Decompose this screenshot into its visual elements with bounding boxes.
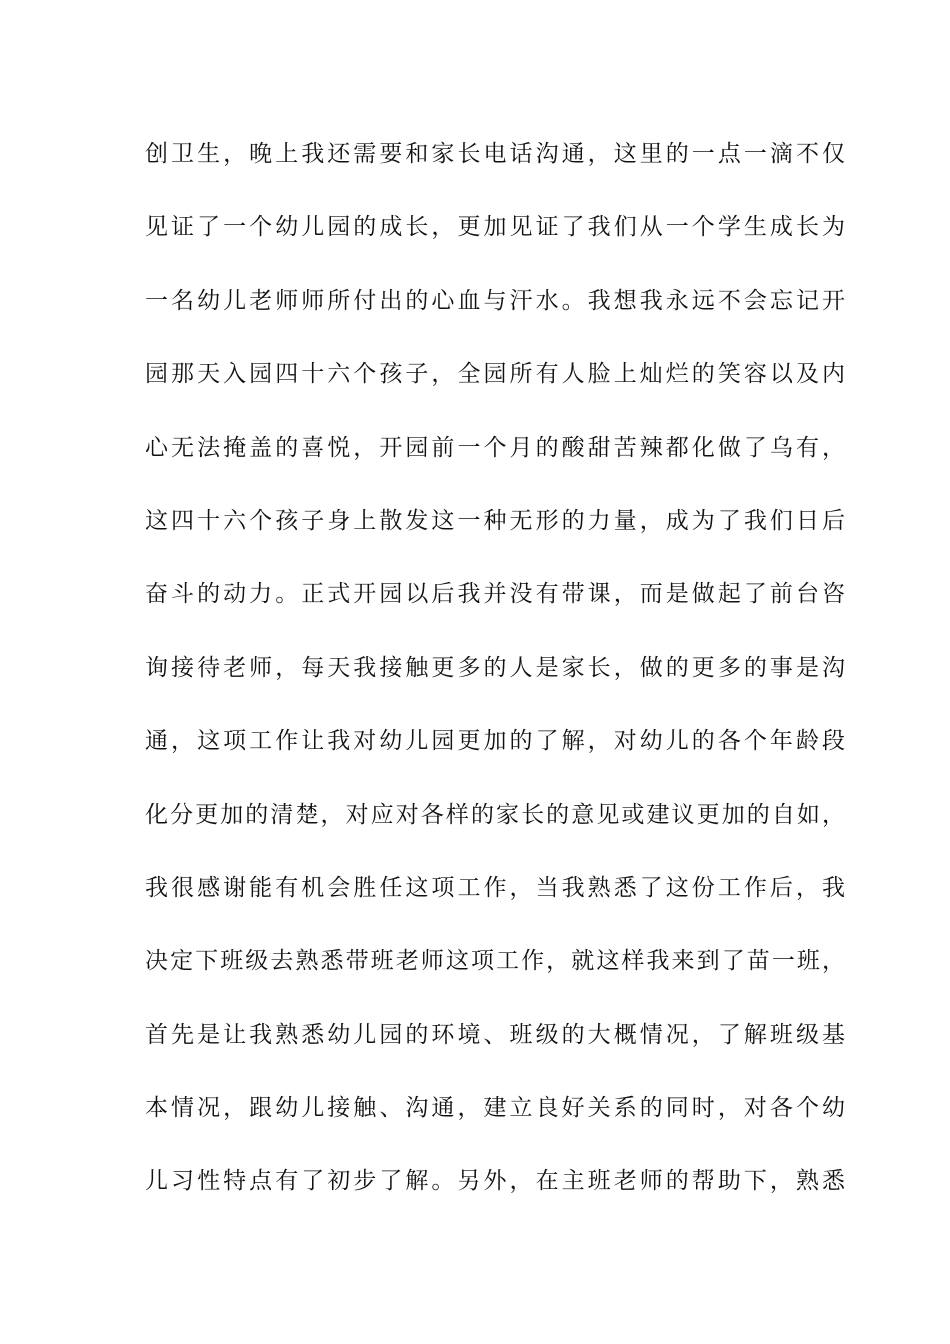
text-line: 询接待老师，每天我接触更多的人是家长，做的更多的事是沟 — [145, 654, 845, 681]
text-line: 创卫生，晚上我还需要和家长电话沟通，这里的一点一滴不仅 — [145, 141, 845, 167]
text-line: 通，这项工作让我对幼儿园更加的了解，对幼儿的各个年龄段 — [145, 728, 845, 755]
text-line: 心无法掩盖的喜悦，开园前一个月的酸甜苦辣都化做了乌有， — [145, 434, 845, 461]
text-line: 化分更加的清楚，对应对各样的家长的意见或建议更加的自如， — [145, 801, 845, 828]
text-line: 这四十六个孩子身上散发这一种无形的力量，成为了我们日后 — [145, 507, 845, 534]
text-line: 园那天入园四十六个孩子，全园所有人脸上灿烂的笑容以及内 — [145, 361, 845, 388]
text-line: 本情况，跟幼儿接触、沟通，建立良好关系的同时，对各个幼 — [145, 1095, 845, 1122]
text-line: 我很感谢能有机会胜任这项工作，当我熟悉了这份工作后，我 — [145, 874, 845, 901]
text-line: 奋斗的动力。正式开园以后我并没有带课，而是做起了前台咨 — [145, 581, 845, 608]
text-line: 决定下班级去熟悉带班老师这项工作，就这样我来到了苗一班， — [145, 948, 845, 975]
text-line: 儿习性特点有了初步了解。另外，在主班老师的帮助下，熟悉 — [145, 1168, 845, 1195]
text-line: 见证了一个幼儿园的成长，更加见证了我们从一个学生成长为 — [145, 214, 845, 241]
body-text — [145, 134, 845, 1235]
text-line: 首先是让我熟悉幼儿园的环境、班级的大概情况，了解班级基 — [145, 1021, 845, 1048]
text-line: 一名幼儿老师师所付出的心血与汗水。我想我永远不会忘记开 — [145, 287, 845, 314]
